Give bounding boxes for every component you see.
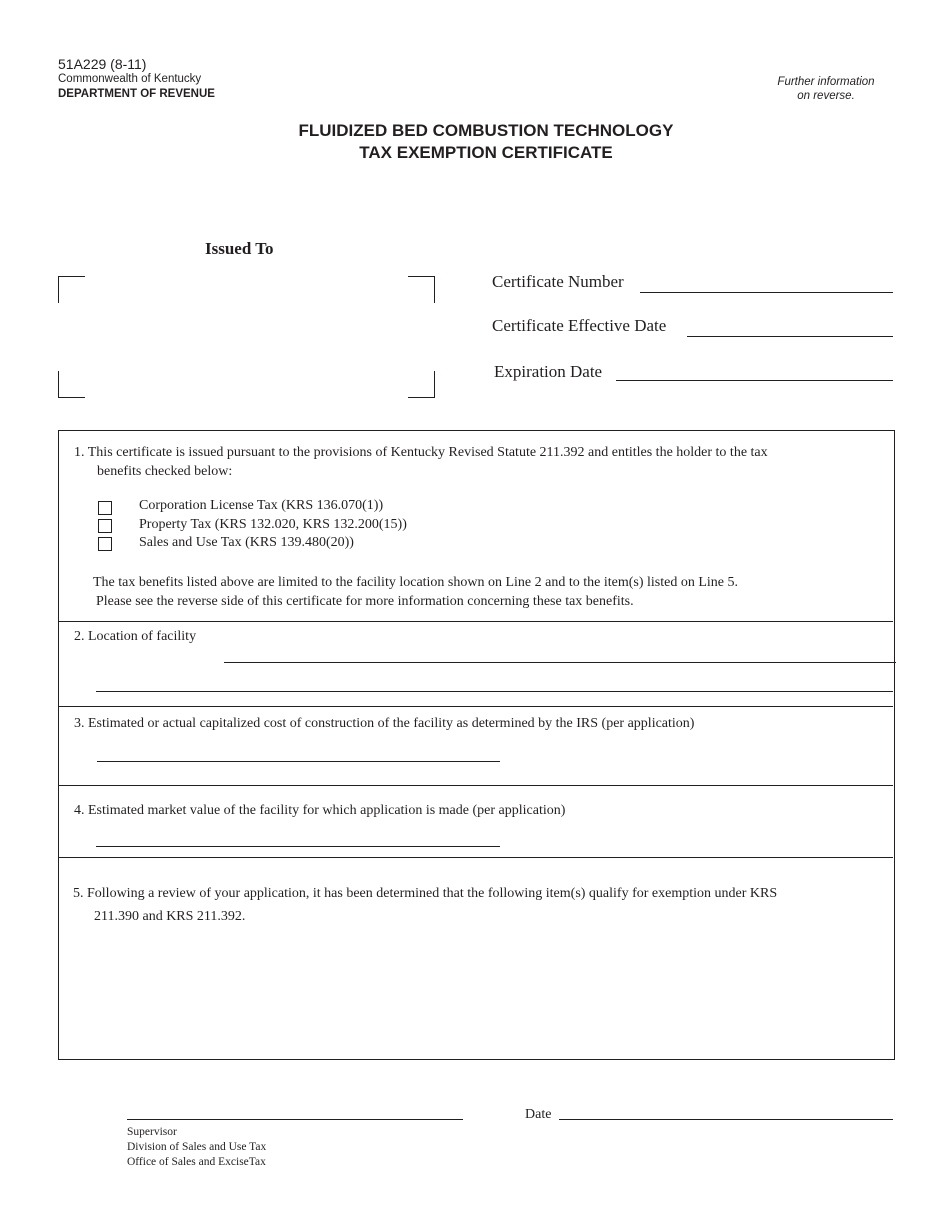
expiration-date-label: Expiration Date [494, 362, 603, 381]
office-name: Office of Sales and ExciseTax [127, 1156, 266, 1168]
department-name: DEPARTMENT OF REVENUE [58, 88, 215, 100]
issued-to-label: Issued To [205, 239, 274, 258]
certificate-number-label: Certificate Number [492, 272, 624, 291]
sales-and-use-tax-label: Sales and Use Tax (KRS 139.480(20)) [139, 535, 354, 550]
section1-line2: benefits checked below: [97, 464, 233, 479]
expiration-date-field[interactable] [616, 366, 893, 381]
title-line2: TAX EXEMPTION CERTIFICATE [359, 143, 613, 162]
division-name: Division of Sales and Use Tax [127, 1141, 267, 1153]
state-name: Commonwealth of Kentucky [58, 73, 202, 85]
capitalized-cost-label: 3. Estimated or actual capitalized cost of construction of the facility as determined by the IRS (per application) [74, 716, 695, 731]
certificate-effective-date-label: Certificate Effective Date [492, 316, 667, 335]
property-tax-checkbox[interactable] [98, 519, 112, 533]
section3-divider [58, 706, 893, 707]
supervisor-title: Supervisor [127, 1126, 177, 1138]
market-value-label: 4. Estimated market value of the facility for which application is made (per application) [74, 803, 566, 818]
signature-block [127, 1125, 266, 1170]
section5-line1: 5. Following a review of your application, it has been determined that the following item(s) qualify for exemption under KRS [73, 886, 778, 901]
section2-divider [58, 621, 893, 622]
location-of-facility-field-2[interactable] [96, 677, 893, 692]
corner-bottom-left [58, 371, 85, 398]
capitalized-cost-field[interactable] [97, 747, 500, 762]
corner-top-right [408, 276, 435, 303]
certificate-effective-date-field[interactable] [687, 322, 893, 337]
corner-top-left [58, 276, 85, 303]
further-info-note [760, 75, 892, 103]
location-of-facility-field-1[interactable] [224, 648, 896, 663]
supervisor-signature-line[interactable] [127, 1119, 463, 1120]
section1-note [93, 573, 738, 611]
corporation-license-tax-label: Corporation License Tax (KRS 136.070(1)) [139, 498, 384, 513]
section1-line1: 1. This certificate is issued pursuant to the provisions of Kentucky Revised Statute 211.392 and entitles the holder to the tax [74, 445, 768, 460]
date-label: Date [525, 1107, 552, 1122]
sales-and-use-tax-checkbox[interactable] [98, 537, 112, 551]
further-info-line1: Further information [777, 76, 875, 88]
section5-divider [58, 857, 893, 858]
corporation-license-tax-checkbox[interactable] [98, 501, 112, 515]
qualifying-items-field[interactable] [94, 935, 884, 1045]
certificate-number-field[interactable] [640, 278, 893, 293]
market-value-field[interactable] [96, 832, 500, 847]
section5-line2: 211.390 and KRS 211.392. [94, 909, 246, 924]
issued-to-address-box[interactable] [58, 276, 435, 398]
section1-note-line2: Please see the reverse side of this certificate for more information concerning these tax benefits. [96, 594, 634, 609]
title-line1: FLUIDIZED BED COMBUSTION TECHNOLOGY [298, 121, 674, 140]
corner-bottom-right [408, 371, 435, 398]
page-title [0, 120, 950, 164]
further-info-line2: on reverse. [797, 90, 855, 102]
date-field[interactable] [559, 1105, 893, 1120]
form-number: 51A229 (8-11) [58, 56, 147, 72]
location-of-facility-label: 2. Location of facility [74, 629, 197, 644]
section4-divider [58, 785, 893, 786]
section1-note-line1: The tax benefits listed above are limited to the facility location shown on Line 2 and to the item(s) listed on Line 5. [93, 575, 738, 590]
section1-text [74, 443, 768, 481]
section5-text [73, 882, 777, 928]
property-tax-label: Property Tax (KRS 132.020, KRS 132.200(15)) [139, 517, 407, 532]
